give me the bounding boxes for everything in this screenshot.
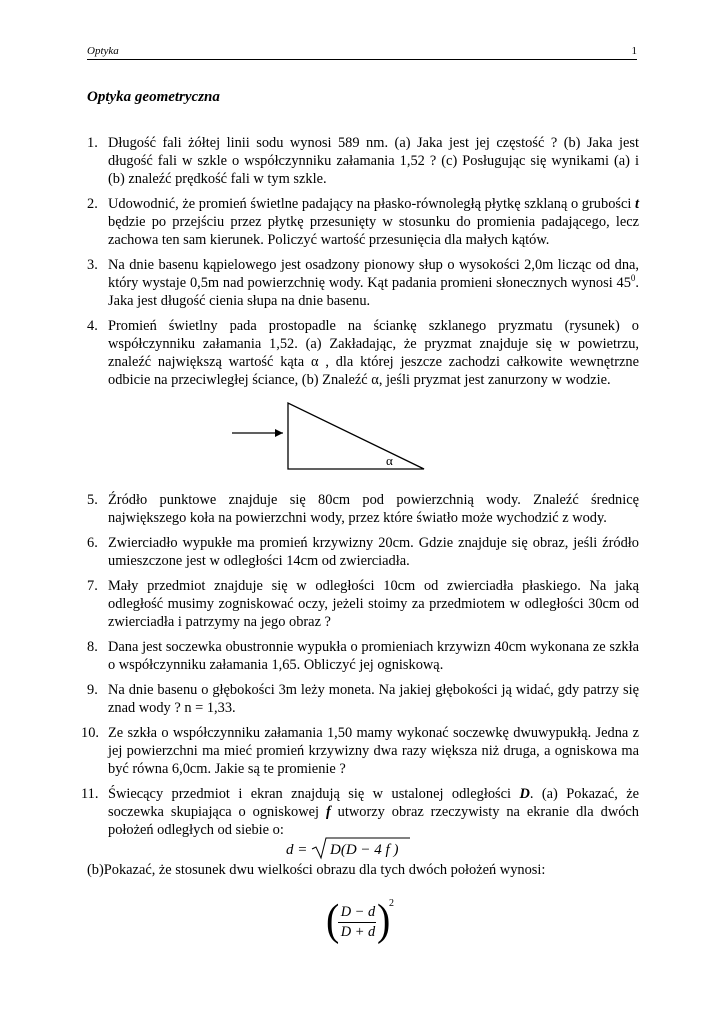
problem-1: 1. Długość fali żółtej linii sodu wynosi 589 nm. (a) Jaka jest jej częstość ? (b) Jaka jest długość fali w szkle o współczynniku załamania 1,52 ? (c) Posługując się wynikami (a) i (b) znaleźć prędkość fali w tym szkle. xyxy=(87,135,639,187)
header-subject: Optyka xyxy=(87,45,119,57)
page-header xyxy=(87,42,637,60)
angle-label: α xyxy=(386,453,393,468)
prism-diagram xyxy=(228,403,428,475)
problem-text: . Jaka jest długość cienia słupa na dnie basenu. xyxy=(108,275,639,309)
variable-t: t xyxy=(635,196,639,212)
part-b-text: (b)Pokazać, że stosunek dwu wielkości obrazu dla tych dwóch położeń wynosi: xyxy=(87,862,546,878)
problem-list xyxy=(81,134,640,846)
ratio-denominator: D + d xyxy=(340,924,376,940)
problem-10: 10. Ze szkła o współczynniku załamania 1,50 mamy wykonać soczewkę dwuwypukłą. Jedna z jej powierzchni ma mieć promień krzywizny dwa razy większa niż druga, a ogniskowa ma być równa 6,0cm. Jakie są te promienie ? xyxy=(81,725,639,777)
problem-text: , dla której jeszcze zachodzi całkowite wewnętrzne odbicie na przeciwległej ściance, (b) Znaleźć xyxy=(108,354,639,388)
ratio-exponent: 2 xyxy=(389,898,394,909)
alpha-symbol: α xyxy=(371,372,379,388)
problem-text: . (a) Pokazać, że soczewka skupiająca o ogniskowej xyxy=(108,786,640,820)
problem-text: Udowodnić, że promień świetlne padający na płasko-równoległą płytkę szklaną o grubości xyxy=(108,196,635,212)
prism-triangle xyxy=(288,403,424,469)
problem-text: Promień świetlny pada prostopadle na ściankę szklanego pryzmatu (rysunek) o współczynniku załamania 1,52. (a) Zakładając, że pryzmat znajduje się w powietrzu, znaleźć największą wartość kąta xyxy=(108,318,639,370)
problem-text: Na dnie basenu kąpielowego jest osadzony pionowy słup o wysokości 2,0m licząc od dna, który wystaje 0,5m nad powierzchnię wody. Kąt padania promieni słonecznych wynosi 45 xyxy=(108,257,639,291)
problem-text: Mały przedmiot znajduje się w odległości 10cm od zwierciadła płaskiego. Na jaką odległość musimy zogniskować oczy, jeżeli stoimy za przedmiotem w odległości 30cm od zwierciadła i patrzymy na jego obraz ? xyxy=(108,578,639,630)
problem-text: Na dnie basenu o głębokości 3m leży moneta. Na jakiej głębokości ją widać, gdy patrzy się znad wody ? n = 1,33. xyxy=(108,682,639,716)
arrow-head-icon xyxy=(275,429,283,437)
left-paren: ( xyxy=(326,894,340,945)
problem-3: 3. Na dnie basenu kąpielowego jest osadzony pionowy słup o wysokości 2,0m licząc od dna, który wystaje 0,5m nad powierzchnię wody. Kąt padania promieni słonecznych wynosi $45^0$. Jaka jest długość cienia słupa na dnie basenu. xyxy=(87,257,639,309)
problem-2: 2. Udowodnić, że promień świetlne padający na płasko-równoległą płytkę szklaną o grubości t będzie po przejściu przez płytkę przesunięty w stosunku do promienia padającego, lecz zachowa ten sam kierunek. Policzyć wartość przesunięcia dla małych kątów. xyxy=(87,196,639,248)
problem-4: 4. Promień świetlny pada prostopadle na ściankę szklanego pryzmatu (rysunek) o współczynniku załamania 1,52. (a) Zakładając, że pryzmat znajduje się w powietrzu, znaleźć największą wartość kąta α , dla której jeszcze zachodzi całkowite wewnętrzne odbicie na przeciwległej ściance, (b) Znaleźć α, jeśli pryzmat jest zanurzony w wodzie. α xyxy=(87,317,639,477)
right-paren: ) xyxy=(377,894,391,945)
ratio-numerator: D − d xyxy=(340,904,376,920)
variable-D: D xyxy=(519,786,530,802)
alpha-symbol: α xyxy=(310,354,319,370)
problem-text: Dana jest soczewka obustronnie wypukła o promieniach krzywizn 40cm wykonana ze szkła o współczynniku załamania 1,65. Obliczyć jej ogniskową. xyxy=(108,639,639,673)
problem-6: 6. Zwierciadło wypukłe ma promień krzywizny 20cm. Gdzie znajduje się obraz, jeśli źródło umieszczone jest w odległości 14cm od zwierciadła. xyxy=(87,535,639,569)
sqrt-expression xyxy=(286,836,426,862)
prism-figure xyxy=(108,403,639,477)
problem-text: Ze szkła o współczynniku załamania 1,50 mamy wykonać soczewkę dwuwypukłą. Jedna z jej powierzchni ma mieć promień krzywizny dwa razy większa niż druga, a ogniskowa ma być równa 6,0cm. Jakie są te promienie ? xyxy=(108,725,639,777)
formula-ratio xyxy=(326,894,396,948)
problem-text: Zwierciadło wypukłe ma promień krzywizny 20cm. Gdzie znajduje się obraz, jeśli źródło umieszczone jest w odległości 14cm od zwierciadła. xyxy=(108,535,639,569)
variable-f: f xyxy=(325,804,331,820)
problem-text: Źródło punktowe znajduje się 80cm pod powierzchnią wody. Znaleźć średnicę największego koła na powierzchni wody, przez które światło może wychodzić z wody. xyxy=(108,492,639,526)
degree-superscript: 0 xyxy=(630,273,636,284)
problem-text: Świecący przedmiot i ekran znajdują się w ustalonej odległości xyxy=(108,786,520,802)
problem-8: 8. Dana jest soczewka obustronnie wypukła o promieniach krzywizn 40cm wykonana ze szkła o współczynniku załamania 1,65. Obliczyć jej ogniskową. xyxy=(87,639,639,673)
problem-text: utworzy obraz rzeczywisty na ekranie dla dwóch położeń odległych od siebie o: xyxy=(108,804,639,838)
problem-text: , jeśli pryzmat jest zanurzony w wodzie. xyxy=(378,372,611,388)
page-number: 1 xyxy=(631,45,637,57)
problem-9: 9. Na dnie basenu o głębokości 3m leży moneta. Na jakiej głębokości ją widać, gdy patrzy się znad wody ? n = 1,33. xyxy=(87,682,639,716)
problem-text: będzie po przejściu przez płytkę przesunięty w stosunku do promienia padającego, lecz zachowa ten sam kierunek. Policzyć wartość przesunięcia dla małych kątów. xyxy=(108,214,639,248)
fraction-bar xyxy=(338,922,376,923)
problem-11: 11. Świecący przedmiot i ekran znajdują się w ustalonej odległości D. (a) Pokazać, że soczewka skupiająca o ogniskowej f utworzy obraz rzeczywisty na ekranie dla dwóch położeń odległych od siebie o: xyxy=(81,786,640,838)
problem-7: 7. Mały przedmiot znajduje się w odległości 10cm od zwierciadła płaskiego. Na jaką odległość musimy zogniskować oczy, jeżeli stoimy za przedmiotem w odległości 30cm od zwierciadła i patrzymy na jego obraz ? xyxy=(87,578,639,630)
formula-lhs: d = xyxy=(286,842,308,858)
problem-5: 5. Źródło punktowe znajduje się 80cm pod powierzchnią wody. Znaleźć średnicę największego koła na powierzchni wody, przez które światło może wychodzić z wody. xyxy=(87,492,639,526)
problem-text: Długość fali żółtej linii sodu wynosi 589 nm. (a) Jaka jest jej częstość ? (b) Jaka jest długość fali w szkle o współczynniku załamania 1,52 ? (c) Posługując się wynikami (a) i (b) znaleźć prędkość fali w tym szkle. xyxy=(108,135,639,187)
formula-radicand: D(D − 4 f ) xyxy=(330,842,399,858)
section-title: Optyka geometryczna xyxy=(87,89,220,105)
